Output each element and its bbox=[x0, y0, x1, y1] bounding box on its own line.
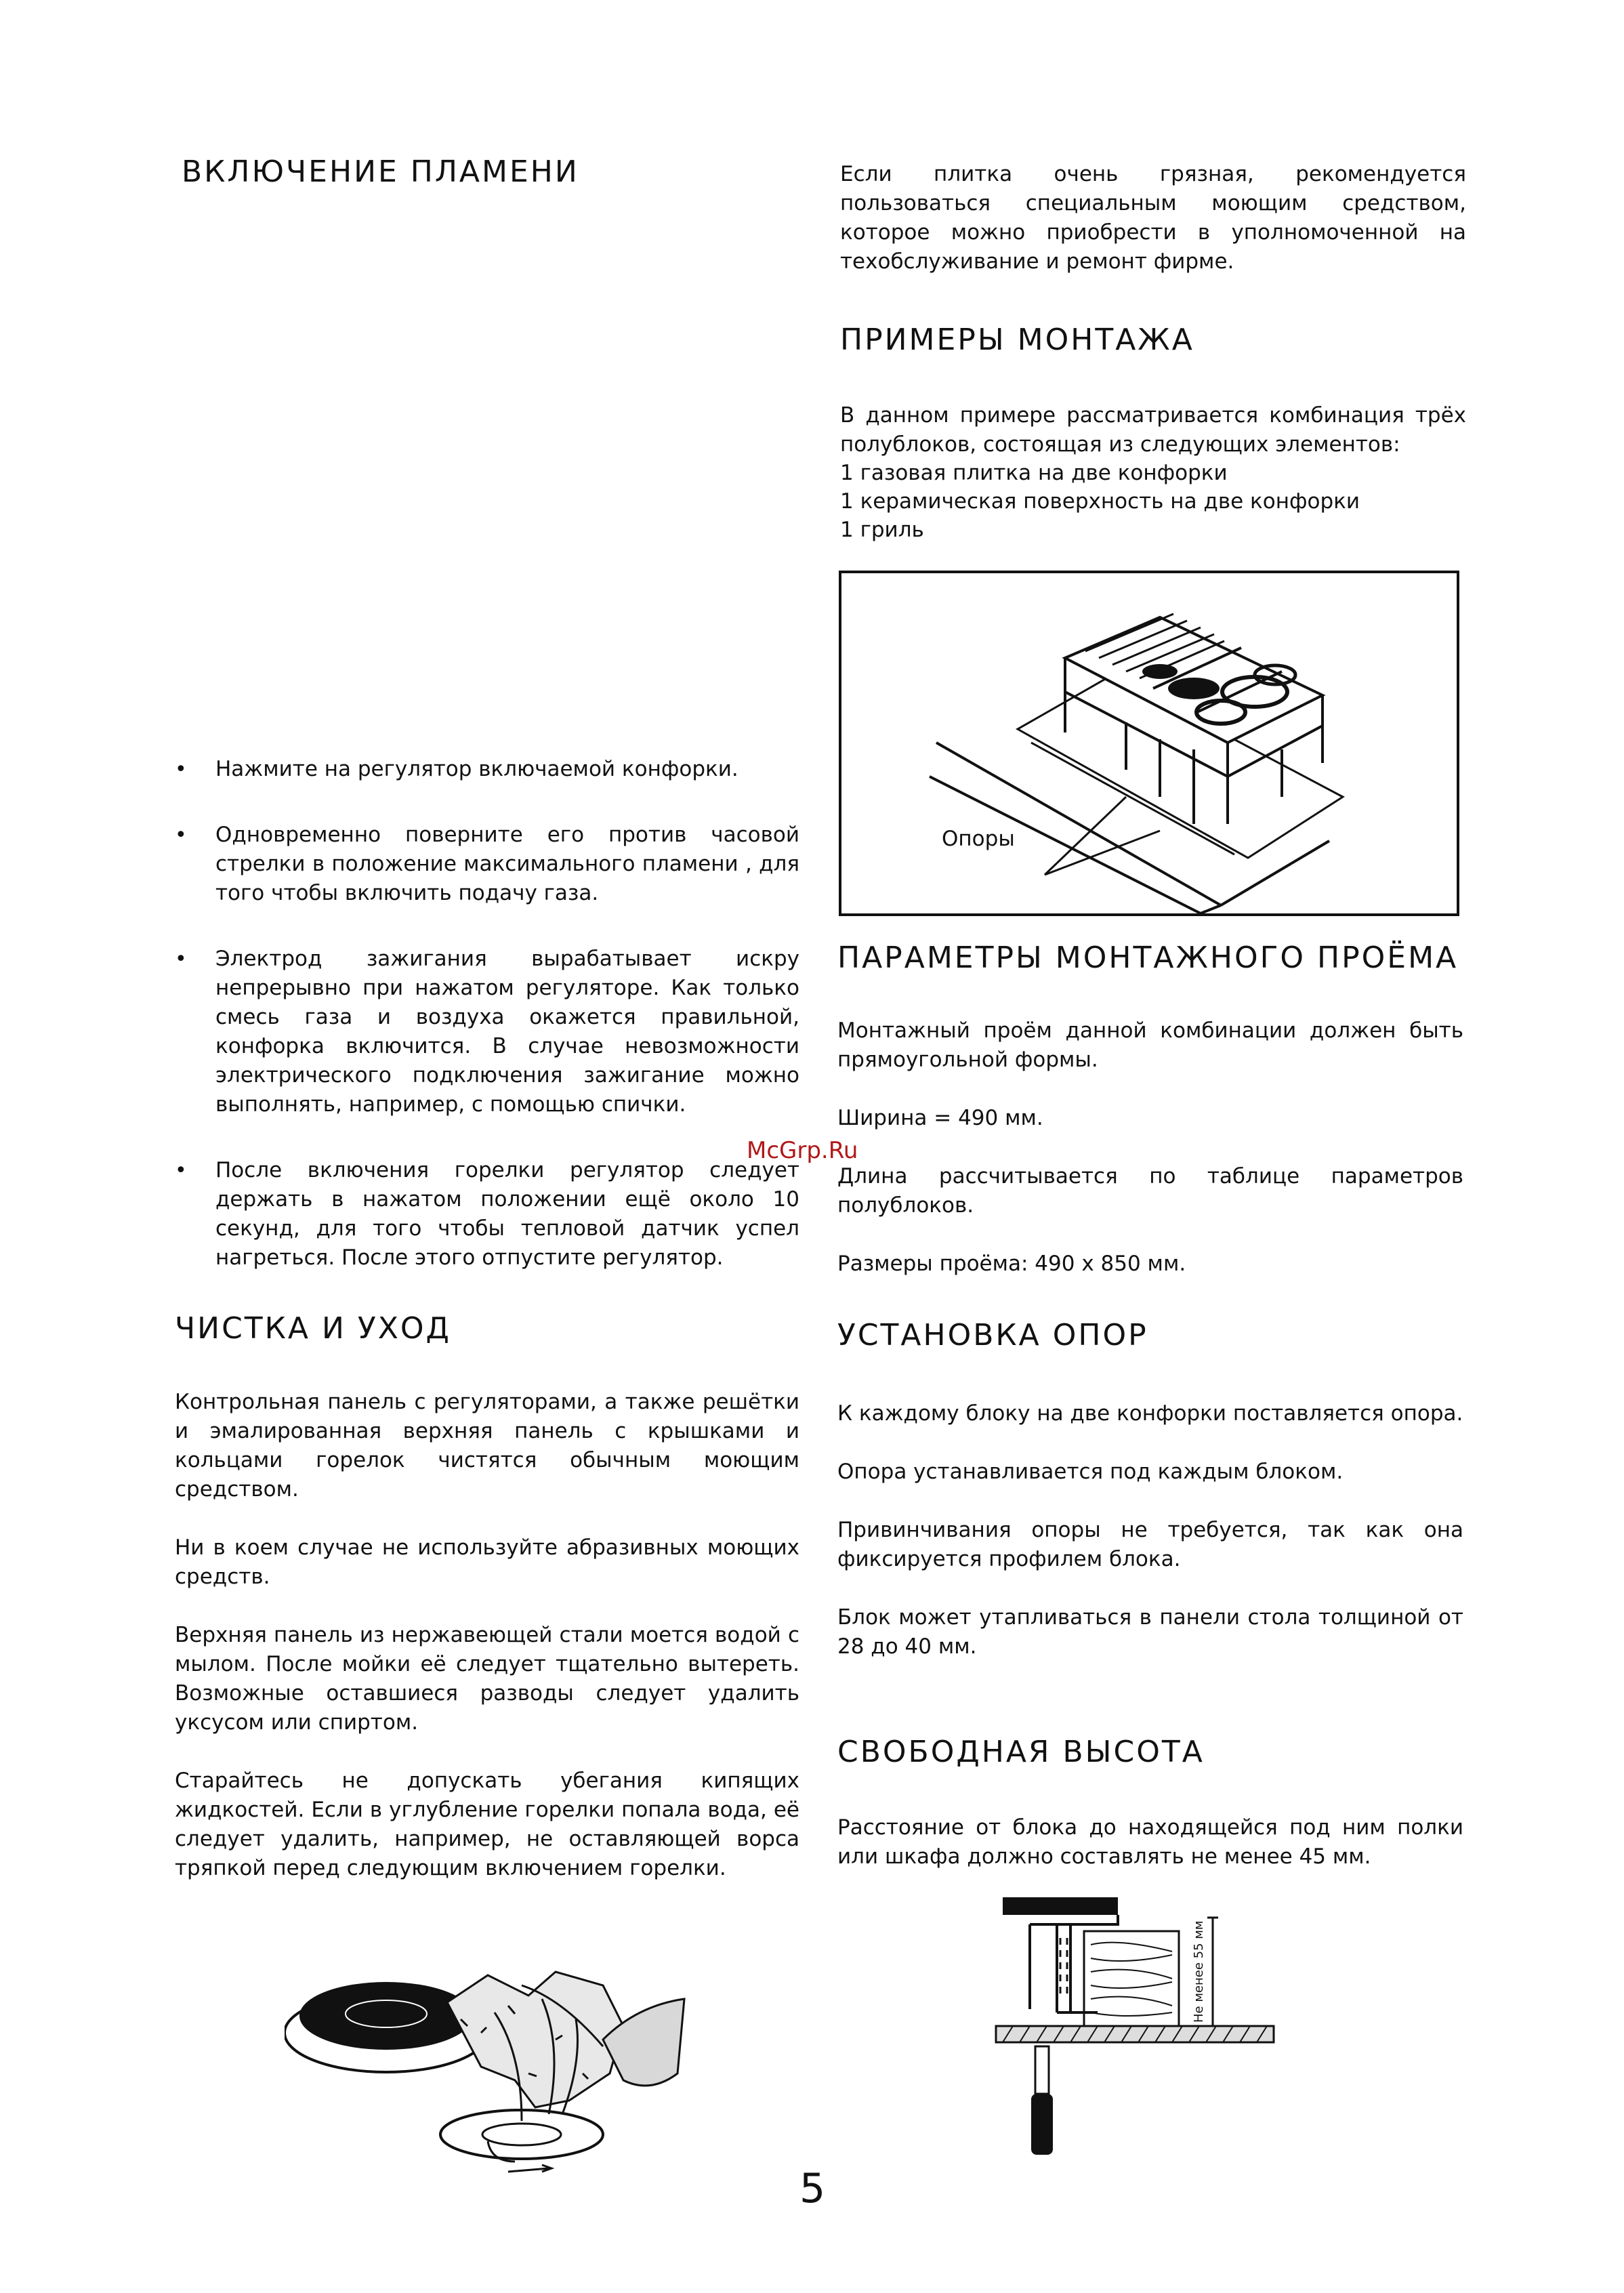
supports-paragraph: Привинчивания опоры не требуется, так как она фиксируется профилем блока. bbox=[837, 1518, 1463, 1571]
ignition-heading: ВКЛЮЧЕНИЕ ПЛАМЕНИ bbox=[182, 154, 579, 189]
hob-edge-icon bbox=[1003, 1897, 1118, 1915]
cleaning-body bbox=[175, 1388, 799, 1883]
supports-paragraph: К каждому блоку на две конфорки поставляется опора. bbox=[837, 1401, 1463, 1426]
list-item: • Электрод зажигания вырабатывает искру непрерывно при нажатом регуляторе. Как только смесь газа и воздуха окажется правильной, конфорка включится. В случае невозможности электрического подключения зажигание можно выполнять, например, с помощью спички. bbox=[175, 945, 799, 1119]
cleaning-paragraph: Верхняя панель из нержавеющей стали моется водой с мылом. После мойки её следует тщательно вытереть. Возможные оставшиеся разводы следует удалить уксусом или спиртом. bbox=[175, 1623, 799, 1735]
list-item: 1 керамическая поверхность на две конфорки bbox=[840, 489, 1360, 514]
mounting-examples-heading: ПРИМЕРЫ МОНТАЖА bbox=[840, 323, 1194, 357]
cutout-paragraph: Длина рассчитывается по таблице параметров полублоков. bbox=[837, 1164, 1463, 1218]
cleaning-paragraph: Контрольная панель с регуляторами, а также решётки и эмалированная верхняя панель с крышками и кольцами горелок чистятся обычным моющим средством. bbox=[175, 1390, 799, 1502]
list-item: • Одновременно поверните его против часовой стрелки в положение максимального пламени , для того чтобы включить подачу газа. bbox=[175, 821, 799, 908]
cutout-dimensions: Размеры проёма: 490 x 850 мм. bbox=[837, 1252, 1186, 1276]
ignition-steps-list bbox=[175, 755, 799, 1273]
supports-heading: УСТАНОВКА ОПОР bbox=[837, 1318, 1148, 1352]
clearance-paragraph: Расстояние от блока до находящейся под ним полки или шкафа должно составлять не менее 45 мм. bbox=[837, 1815, 1463, 1869]
mounting-figure bbox=[839, 571, 1459, 916]
watermark: McGrp.Ru bbox=[747, 1137, 858, 1164]
cleaning-heading: ЧИСТКА И УХОД bbox=[175, 1311, 451, 1346]
cutout-body bbox=[837, 1016, 1463, 1279]
clearance-heading: СВОБОДНАЯ ВЫСОТА bbox=[837, 1735, 1205, 1769]
hob-combination-drawing bbox=[841, 573, 1457, 913]
clearance-drawing bbox=[989, 1891, 1281, 2162]
list-item: 1 гриль bbox=[840, 518, 924, 542]
supports-paragraph: Опора устанавливается под каждым блоком. bbox=[837, 1460, 1344, 1484]
page-number: 5 bbox=[799, 2165, 826, 2212]
cleaning-paragraph: Ни в коем случае не используйте абразивных моющих средств. bbox=[175, 1535, 799, 1589]
mounting-items-list bbox=[840, 459, 1466, 544]
burner-cap-icon bbox=[299, 1982, 473, 2050]
screwdriver-icon bbox=[1035, 2046, 1049, 2094]
list-item: • После включения горелки регулятор следует держать в нажатом положении ещё около 10 секунд, для того чтобы тепловой датчик успел нагреться. После этого отпустите регулятор. bbox=[175, 1156, 799, 1273]
cutout-width: Ширина = 490 мм. bbox=[837, 1106, 1043, 1130]
supports-body bbox=[837, 1399, 1463, 1661]
intro-paragraph: Если плитка очень грязная, рекомендуется пользоваться специальным моющим средством, которое можно приобрести в уполномоченной на техобслуживание и ремонт фирме. bbox=[840, 162, 1466, 274]
cleaning-illustration bbox=[285, 1938, 718, 2182]
supports-paragraph: Блок может утапливаться в панели стола толщиной от 28 до 40 мм. bbox=[837, 1605, 1463, 1659]
list-item: 1 газовая плитка на две конфорки bbox=[840, 461, 1228, 485]
supports-label: Опоры bbox=[942, 827, 1015, 851]
mounting-intro: В данном примере рассматривается комбинация трёх полублоков, состоящая из следующих элементов: bbox=[840, 403, 1466, 457]
cutout-heading: ПАРАМЕТРЫ МОНТАЖНОГО ПРОЁМА bbox=[837, 941, 1459, 975]
list-item: • Нажмите на регулятор включаемой конфорки. bbox=[175, 755, 799, 784]
cleaning-paragraph: Старайтесь не допускать убегания кипящих жидкостей. Если в углубление горелки попала вода, её следует удалить, например, не оставляющей ворса тряпкой перед следующим включением горелки. bbox=[175, 1769, 799, 1880]
clearance-label: Не менее 55 мм bbox=[1192, 1920, 1206, 2023]
cutout-paragraph: Монтажный проём данной комбинации должен быть прямоугольной формы. bbox=[837, 1018, 1463, 1072]
